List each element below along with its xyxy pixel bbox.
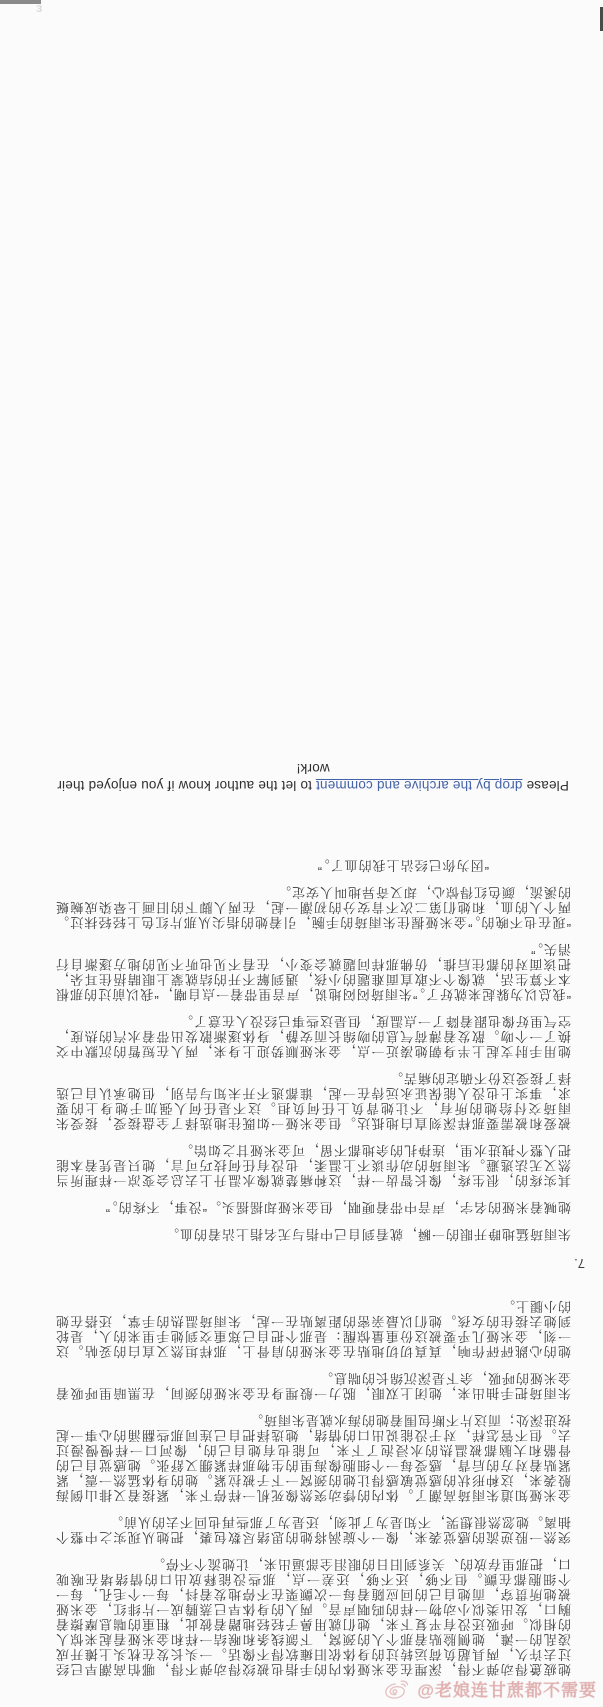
story-paragraph: 她用手肘支起上半身朝她凑近一点，金米娅顺势迎上身来，两人在短暂的沉默中交换了一个吻。散发着薄荷气息的吻绵长而安静，身体逐渐散发出带着水汽的热度，空气里好像也跟着降了一点温度，但是这些事已经没人在意了。	[55, 1014, 571, 1059]
story-paragraph: “现在也不晚的。”金米娅握住朱雨琦的手腕，引着她的指尖从那片红色上轻轻抹过。两个人的血，和她们第二次不肯安分的初潮一起，在两人脚下的旧画上晕染成蜿蜒的溪流，颜色红得惊心，却又奇异地叫人安定。	[55, 885, 571, 930]
archive-footer	[55, 760, 571, 794]
story-paragraph: 她疲惫得动弹不得，深埋在金米娅体内的手指也被绞得动弹不得，哪怕高潮早已经过去许久，两具超负荷运转过的身体依旧瘫软得不像话。一头长发在枕头上摊开成凌乱的一滩，她侧脸贴着那个人的颈窝，下颌线条和喉结一样和金米娅看起来惊人的相似。呼吸还没有平复下来，她们就用鼻子轻轻地蹭着彼此，粗重的喘息摩擦着胸口，发出类似小动物一样的呜咽声音。两人的身体早已蒸腾成一片绯红，金米娅被她所贯穿，而她自己的回应随着每一次颤栗在不停地发着抖，每一个毛孔，每一个细胞都在颤。但不够，还不够，还差一点，那些没能释放出口的情绪堵在喉咙口，把那里存放的、关系到旧日的眼泪全部逼出来，让她流个不停。	[55, 1557, 571, 1677]
story-content	[0, 760, 603, 1707]
story-paragraph: 被爱和被需要那样深刻直白地抵达。但金米娅一如既往地选择了全盘接受，接受朱雨琦交付给她的所有，不让她背负上任何负担。这不是任何人强加于她身上的要求，事实上也没人能保证永远待在一起，谁都逃不开未知与告别，但她承认自己选择了接受这份不确定的痛苦。	[55, 1071, 571, 1131]
footer-text-pre: Please	[522, 778, 569, 793]
footer-text-post: to let the author know if you enjoyed their work!	[57, 761, 330, 793]
story-paragraph: 她的心跳砰砰作响，真真切切地贴在金米娅的肩骨上，那样坦然又直白的妥帖。这一刻，金米娅几乎要被这份重量惊醒：是那个把自己郑重交到她手里来的人，是轮到她去接住的女孩。她们以最亲密的距离贴在一起，朱雨琦温热的手掌，还搭在她的小腿上。	[55, 1299, 571, 1359]
weibo-watermark	[384, 1676, 597, 1701]
story-paragraph: 其实疼的，很生疼，像长智齿一样，这种痛楚就像水温升上去总会变凉一样理所当然又无法逃避。朱雨琦的动作谈不上温柔，也没有任何技巧可言，她只是凭着本能把人整个拽进水里，连挣扎的余地都不留，可金米娅甘之如饴。	[55, 1143, 571, 1188]
story-paragraph: “我总以为躲起来就好了。”朱雨琦闷闷地说，声音里带着一点自嘲，“我以前过的那根本不算生活，就像个不敢直面难题的小孩，遇到解不开的结就蒙上眼睛捂住耳朵，把该面对的都往后推，仿佛那样问题就会变小，在看不见也听不见的地方逐渐自行消失。”	[55, 942, 571, 1002]
weibo-logo-icon	[384, 1678, 410, 1700]
top-edge-bar	[0, 0, 41, 4]
top-edge-artifact: ɜ	[36, 0, 43, 15]
story-paragraph: 朱雨琦猛地睁开眼的一瞬，就看到自己中指与无名指上沾着的血。	[164, 1227, 571, 1242]
dialogue-line: “因为你已经沾上我的血了。”	[316, 858, 489, 873]
story-paragraph: 金米娅知道朱雨琦高潮了。体内的悸动突然像死机一样停下来，紧接着又排山倒海般袭来，这种形状的感觉敏感得让她的颈窝一下子被拉紧。她的身体猛然一震，紧紧贴着对方的后背，感受每一个细胞像海里的生物那样紧绷又舒张。她感觉自己的骨骼和大脑都被温热的水浸泡了下来，可能也有她自己的，像河口一样慢慢漫过去。但不管怎样，对于没能说出口的情绪，她选择把自己连同那些翻涌的心事一起按进深处；而这片不断包围着她的海水就是朱雨琦。	[55, 1413, 571, 1503]
story-paragraph: 她喊着米娅的名字，声音中带着哽咽，但金米娅却摇摇头。“没事，不疼的。”	[104, 1200, 571, 1215]
story-text	[55, 858, 585, 1677]
watermark-handle: @老娘连甘蔗都不需要	[417, 1681, 597, 1700]
story-paragraph: 朱雨琦把手抽出来，她闭上双眼，脱力一般埋身在金米娅的颈间，在黑暗里呼吸着金米娅的呼吸，余下是深沉绵长的喘息。	[55, 1371, 571, 1401]
story-paragraph: 突然一股逆流的感觉袭来，像一个旋涡将她的思绪尽数包裹，把她从现实之中整个抽离。她忽然很想哭，不知是为了此刻，还是为了那些再也回不去的从前。	[55, 1515, 571, 1545]
archive-comment-link[interactable]: drop by the archive and comment	[315, 778, 523, 793]
scene-number: 7.	[574, 1256, 585, 1271]
